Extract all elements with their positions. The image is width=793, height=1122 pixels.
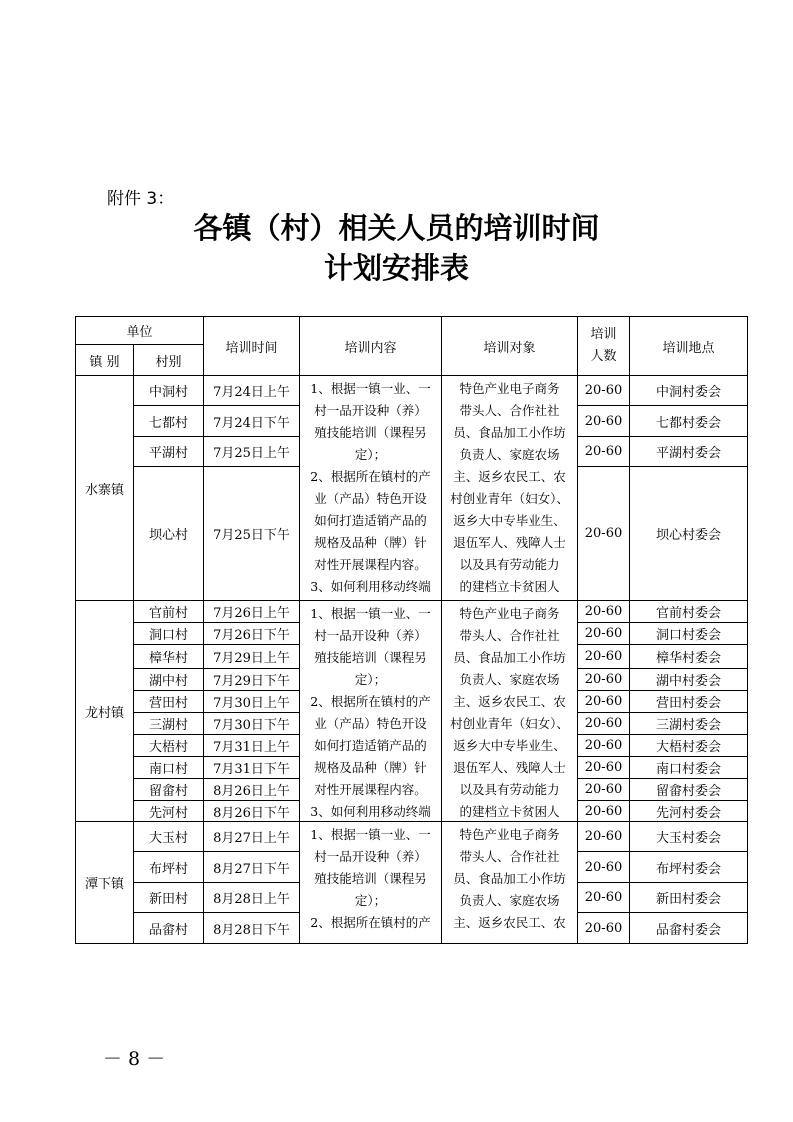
location-cell: 营田村委会 [630, 691, 748, 713]
content-line: 规格及品种（牌）针 [314, 759, 427, 775]
location-cell: 中洞村委会 [630, 376, 748, 406]
time-cell: 7月24日下午 [204, 406, 300, 437]
content-line: 3、如何利用移动终端 [310, 803, 431, 819]
table-row [76, 601, 748, 623]
time-cell: 7月29日下午 [204, 669, 300, 691]
village-cell: 樟华村 [134, 645, 204, 669]
village-cell: 布坪村 [134, 852, 204, 883]
town-cell: 龙村镇 [76, 601, 134, 822]
village-cell: 先河村 [134, 801, 204, 822]
content-line: 村一品开设种（养） [314, 848, 427, 864]
target-line: 员、食品加工小作坊 [453, 424, 566, 440]
table-row [76, 376, 748, 406]
content-line: 2、根据所在镇村的产 [310, 914, 431, 930]
count-cell: 20-60 [578, 757, 630, 779]
count-cell: 20-60 [578, 779, 630, 801]
count-cell: 20-60 [578, 406, 630, 437]
content-line [300, 598, 441, 599]
village-cell: 平湖村 [134, 437, 204, 467]
content-line: 殖技能培训（课程另 [314, 870, 427, 886]
target-line: 返乡大中专毕业生、 [453, 737, 566, 753]
content-line: 1、根据一镇一业、一 [310, 826, 431, 842]
village-cell: 新田村 [134, 883, 204, 913]
location-cell: 官前村委会 [630, 601, 748, 623]
page-number: － 8 － [103, 1048, 166, 1070]
location-cell: 布坪村委会 [630, 852, 748, 883]
header-village: 村别 [134, 345, 204, 376]
target-cell [442, 822, 578, 944]
location-cell: 樟华村委会 [630, 645, 748, 669]
target-line: 特色产业电子商务 [459, 380, 560, 396]
page-subtitle: 计划安排表 [323, 251, 469, 285]
village-cell: 湖中村 [134, 669, 204, 691]
page-title: 各镇（村）相关人员的培训时间 [193, 211, 600, 245]
target-line: 员、食品加工小作坊 [453, 870, 566, 886]
count-cell: 20-60 [578, 801, 630, 822]
table-row [76, 822, 748, 852]
target-cell [442, 601, 578, 822]
target-cell [442, 376, 578, 601]
target-line: 退伍军人、残障人士 [453, 759, 566, 775]
target-line: 员、食品加工小作坊 [453, 649, 566, 665]
time-cell: 7月25日上午 [204, 437, 300, 467]
content-line: 对性开展课程内容。 [314, 556, 427, 572]
location-cell: 湖中村委会 [630, 669, 748, 691]
village-cell: 留畲村 [134, 779, 204, 801]
training-schedule-table [75, 316, 748, 944]
content-line: 1、根据一镇一业、一 [310, 605, 431, 621]
time-cell: 8月27日下午 [204, 852, 300, 883]
count-cell: 20-60 [578, 623, 630, 645]
count-cell: 20-60 [578, 669, 630, 691]
time-cell: 7月26日下午 [204, 623, 300, 645]
location-cell: 南口村委会 [630, 757, 748, 779]
village-cell: 营田村 [134, 691, 204, 713]
content-cell [300, 601, 442, 822]
town-cell: 潭下镇 [76, 822, 134, 944]
time-cell: 7月25日下午 [204, 467, 300, 601]
count-cell: 20-60 [578, 437, 630, 467]
count-cell: 20-60 [578, 601, 630, 623]
header-time: 培训时间 [204, 317, 300, 376]
target-line: 以及具有劳动能力 [459, 556, 560, 572]
village-cell: 大梧村 [134, 735, 204, 757]
town-cell: 水寨镇 [76, 376, 134, 601]
content-line: 3、如何利用移动终端 [310, 578, 431, 594]
target-line: 主、返乡农民工、农 [453, 468, 566, 484]
village-cell: 官前村 [134, 601, 204, 623]
header-count: 培训 人数 [578, 317, 630, 376]
time-cell: 7月30日下午 [204, 713, 300, 735]
location-cell: 新田村委会 [630, 883, 748, 913]
village-cell: 中洞村 [134, 376, 204, 406]
location-cell: 洞口村委会 [630, 623, 748, 645]
content-line: 定）； [354, 446, 387, 462]
village-cell: 南口村 [134, 757, 204, 779]
target-line: 返乡大中专毕业生、 [453, 512, 566, 528]
time-cell: 7月24日上午 [204, 376, 300, 406]
time-cell: 8月28日上午 [204, 883, 300, 913]
content-cell [300, 822, 442, 944]
time-cell: 7月31日上午 [204, 735, 300, 757]
target-line: 带头人、合作社社 [459, 848, 560, 864]
count-cell: 20-60 [578, 376, 630, 406]
count-cell: 20-60 [578, 467, 630, 601]
location-cell: 大玉村委会 [630, 822, 748, 852]
count-cell: 20-60 [578, 645, 630, 669]
target-line: 退伍军人、残障人士 [453, 534, 566, 550]
content-line: 业（产品）特色开设 [314, 715, 427, 731]
time-cell: 7月29日上午 [204, 645, 300, 669]
attachment-label: 附件 3： [107, 189, 175, 209]
table-body [76, 376, 748, 944]
location-cell: 先河村委会 [630, 801, 748, 822]
location-cell: 三湖村委会 [630, 713, 748, 735]
village-cell: 品畲村 [134, 913, 204, 944]
target-line: 村创业青年（妇女）、 [450, 490, 569, 506]
location-cell: 平湖村委会 [630, 437, 748, 467]
village-cell: 坝心村 [134, 467, 204, 601]
content-line: 殖技能培训（课程另 [314, 649, 427, 665]
location-cell: 留畲村委会 [630, 779, 748, 801]
time-cell: 7月30日上午 [204, 691, 300, 713]
header-content: 培训内容 [300, 317, 442, 376]
count-cell: 20-60 [578, 713, 630, 735]
time-cell: 8月28日下午 [204, 913, 300, 944]
target-line: 特色产业电子商务 [459, 826, 560, 842]
content-line: 如何打造适销产品的 [314, 512, 427, 528]
count-cell: 20-60 [578, 822, 630, 852]
time-cell: 8月26日上午 [204, 779, 300, 801]
village-cell: 洞口村 [134, 623, 204, 645]
header-location: 培训地点 [630, 317, 748, 376]
village-cell: 三湖村 [134, 713, 204, 735]
target-line: 带头人、合作社社 [459, 402, 560, 418]
village-cell: 大玉村 [134, 822, 204, 852]
time-cell: 8月27日上午 [204, 822, 300, 852]
target-line: 的建档立卡贫困人 [459, 578, 560, 594]
content-line: 2、根据所在镇村的产 [310, 468, 431, 484]
count-cell: 20-60 [578, 852, 630, 883]
content-line: 2、根据所在镇村的产 [310, 693, 431, 709]
count-cell: 20-60 [578, 913, 630, 944]
count-cell: 20-60 [578, 735, 630, 757]
content-line: 如何打造适销产品的 [314, 737, 427, 753]
target-line: 的建档立卡贫困人 [459, 803, 560, 819]
target-line: 负责人、家庭农场 [459, 671, 560, 687]
content-line: 殖技能培训（课程另 [314, 424, 427, 440]
target-line: 特色产业电子商务 [459, 605, 560, 621]
content-line: 村一品开设种（养） [314, 402, 427, 418]
location-cell: 大梧村委会 [630, 735, 748, 757]
village-cell: 七都村 [134, 406, 204, 437]
content-line: 定）； [354, 892, 387, 908]
count-cell: 20-60 [578, 691, 630, 713]
header-target: 培训对象 [442, 317, 578, 376]
location-cell: 品畲村委会 [630, 913, 748, 944]
header-town: 镇 别 [76, 345, 134, 376]
content-line: 定）； [354, 671, 387, 687]
location-cell: 坝心村委会 [630, 467, 748, 601]
content-line: 对性开展课程内容。 [314, 781, 427, 797]
time-cell: 7月31日下午 [204, 757, 300, 779]
content-line: 业（产品）特色开设 [314, 490, 427, 506]
target-line: 带头人、合作社社 [459, 627, 560, 643]
target-line: 主、返乡农民工、农 [453, 914, 566, 930]
target-line: 负责人、家庭农场 [459, 892, 560, 908]
location-cell: 七都村委会 [630, 406, 748, 437]
content-line: 规格及品种（牌）针 [314, 534, 427, 550]
target-line: 负责人、家庭农场 [459, 446, 560, 462]
time-cell: 8月26日下午 [204, 801, 300, 822]
header-unit: 单位 [76, 317, 204, 345]
content-cell [300, 376, 442, 601]
time-cell: 7月26日上午 [204, 601, 300, 623]
target-line: 村创业青年（妇女）、 [450, 715, 569, 731]
target-line [442, 598, 577, 599]
target-line: 以及具有劳动能力 [459, 781, 560, 797]
content-line: 1、根据一镇一业、一 [310, 380, 431, 396]
content-line: 村一品开设种（养） [314, 627, 427, 643]
target-line: 主、返乡农民工、农 [453, 693, 566, 709]
count-cell: 20-60 [578, 883, 630, 913]
